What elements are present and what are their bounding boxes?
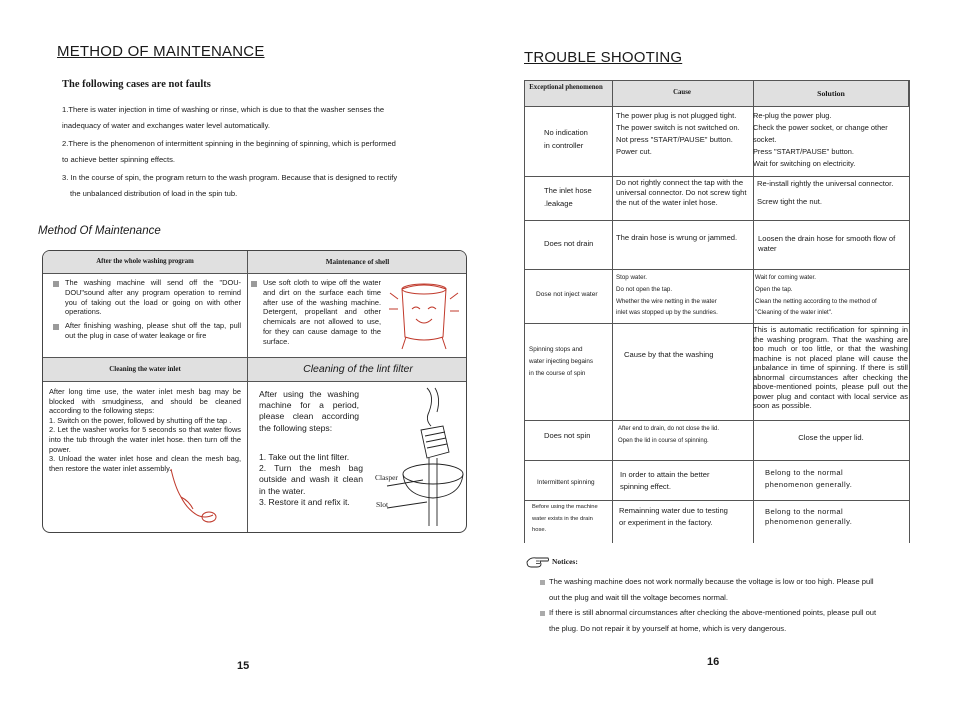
row2-phenomenon: The inlet hose .leakage xyxy=(544,186,592,208)
row5-solution: This is automatic rectification for spinning in the washing program. That the washing are too much or too little, or that the washing machine is not placed plane will cause the unbalance in time of spinning. If there is still abnormal circumstances after checking the above-mentioned points, please pull out the power plug and contact with local service as soon as possible. xyxy=(753,325,908,410)
row5-cause: Cause by that the washing xyxy=(624,350,714,359)
method-heading: Method Of Maintenance xyxy=(38,225,161,237)
row6-cause: After end to drain, do not close the lid. Open the lid in course of spinning. xyxy=(618,426,720,444)
row3-solution: Loosen the drain hose for smooth flow of water xyxy=(758,234,896,253)
right-page-title: TROUBLE SHOOTING xyxy=(524,49,683,66)
row8-solution: Belong to the normal phenomenon generally. xyxy=(765,507,853,526)
row3-phenomenon: Does not drain xyxy=(544,239,594,248)
not-faults-heading: The following cases are not faults xyxy=(62,79,211,90)
after-washing-text xyxy=(53,278,241,341)
notice-item: If there is still abnormal circumstances after checking the above-mentioned points, please pull out xyxy=(540,605,920,621)
faults-list xyxy=(62,102,462,201)
maintenance-box xyxy=(42,250,467,533)
header-after-washing: After the whole washing program xyxy=(43,251,247,273)
page-number-15: 15 xyxy=(237,660,250,672)
fault-item-cont: the unbalanced distribution of load in the spin tub. xyxy=(70,188,238,198)
fault-item: 3. In the course of spin, the program return to the wash program. Because that is designed to rectify xyxy=(62,173,398,182)
row7-solution: Belong to the normal phenomenon generally. xyxy=(765,468,853,489)
notices-list xyxy=(540,574,920,636)
pointing-hand-icon xyxy=(526,555,550,569)
row6-solution: Close the upper lid. xyxy=(798,433,864,442)
row4-cause: Stop water. Do not open the tap. Whether the wire netting in the water inlet was stopped up by the sundries. xyxy=(616,274,718,317)
after-item-2: After finishing washing, please shut off the tap, pull out the plug in case of water leakage or fire xyxy=(53,321,241,341)
row3-cause: The drain hose is wrung or jammed. xyxy=(616,233,738,242)
hand-illustration xyxy=(167,467,223,527)
row1-solution: Re-plug the power plug. Check the power socket, or change other socket. Press "START/PAUSE" button. Wait for switching on electricity. xyxy=(753,111,888,168)
fault-item-cont: to achieve better spinning effects. xyxy=(62,154,175,164)
row8-phenomenon: Before using the machine water exists in the drain hose. xyxy=(532,504,598,533)
lint-steps: 1. Take out the lint filter. 2. Turn the mesh bag outside and wash it clean in the water. 3. Restore it and refix it. xyxy=(259,452,363,507)
notices-label: Notices: xyxy=(552,557,578,566)
header-lint-filter: Cleaning of the lint filter xyxy=(248,358,467,381)
row2-cause: Do not rightly connect the tap with the universal connector. Do not screw tight the nut of the water inlet hose. xyxy=(616,178,747,207)
notice-item-cont: out the plug and wait till the voltage becomes normal. xyxy=(549,592,728,602)
notice-item-cont: the plug. Do not repair it by yourself at home, which is very dangerous. xyxy=(549,623,787,633)
row8-cause: Remainning water due to testing or experiment in the factory. xyxy=(619,506,728,527)
trouble-table xyxy=(524,80,909,543)
lint-intro: After using the washing machine for a period, please clean according the following steps: xyxy=(259,389,359,433)
shell-text: Use soft cloth to wipe off the water and dirt on the surface each time after use of the washing machine. Detergent, propellant and other chemicals are not allowed to use, for they can cause damage to the surface. xyxy=(251,278,381,347)
label-clasper: Clasper xyxy=(375,473,398,482)
row7-phenomenon: Intermittent spinning xyxy=(537,479,595,486)
fault-item-cont: inadequacy of water and exchanges water level automatically. xyxy=(62,120,270,130)
row7-cause: In order to attain the better spinning effect. xyxy=(620,470,710,491)
header-phenomenon: Exceptional phenomenon xyxy=(529,84,603,91)
header-shell: Maintenance of shell xyxy=(247,251,467,273)
row1-phenomenon: No indication in controller xyxy=(544,128,588,150)
header-water-inlet: Cleaning the water inlet xyxy=(43,358,247,381)
water-inlet-text: After long time use, the water inlet mesh bag may be blocked with smudginess, and should be cleaned according to the following steps: 1. Switch on the power, followed by shutting off the tap . 2. Let the washer works for 5 seconds so that water flows into the tub through the water inlet hose. then turn off the power. 3. Unload the water inlet hose and clean the mesh bag, then restore the water inlet assembly. xyxy=(49,387,241,473)
row4-solution: Wait for coming water. Open the tap. Clean the netting according to the method of "Cleaning of the water inlet". xyxy=(755,274,877,317)
header-cause: Cause xyxy=(673,89,691,96)
row1-cause: The power plug is not plugged tight. The power switch is not switched on. Not press "START/PAUSE" button. Power cut. xyxy=(616,111,740,156)
washer-cleaning-illustration xyxy=(388,279,460,353)
header-solution: Solution xyxy=(817,89,845,98)
notice-item: The washing machine does not work normally because the voltage is low or too high. Please pull xyxy=(540,574,920,590)
fault-item: 2.There is the phenomenon of intermittent spinning in the beginning of spinning, which is performed xyxy=(62,139,396,148)
row5-phenomenon: Spinning stops and water injecting begains in the course of spin xyxy=(529,346,594,377)
fault-item: 1.There is water injection in time of washing or rinse, which is due to that the washer senses the xyxy=(62,105,385,114)
row2-solution: Re-install rightly the universal connector. Screw tight the nut. xyxy=(757,179,894,206)
row4-phenomenon: Dose not inject water xyxy=(536,291,598,298)
page-number-16: 16 xyxy=(707,656,720,668)
after-item-1: The washing machine will send off the "DOU-DOU"sound after any program operation to remind you of taking out the load or going on with other operations. xyxy=(53,278,241,317)
label-slot: Slot xyxy=(376,500,389,509)
left-page-title: METHOD OF MAINTENANCE xyxy=(57,43,265,60)
row6-phenomenon: Does not spin xyxy=(544,431,591,440)
